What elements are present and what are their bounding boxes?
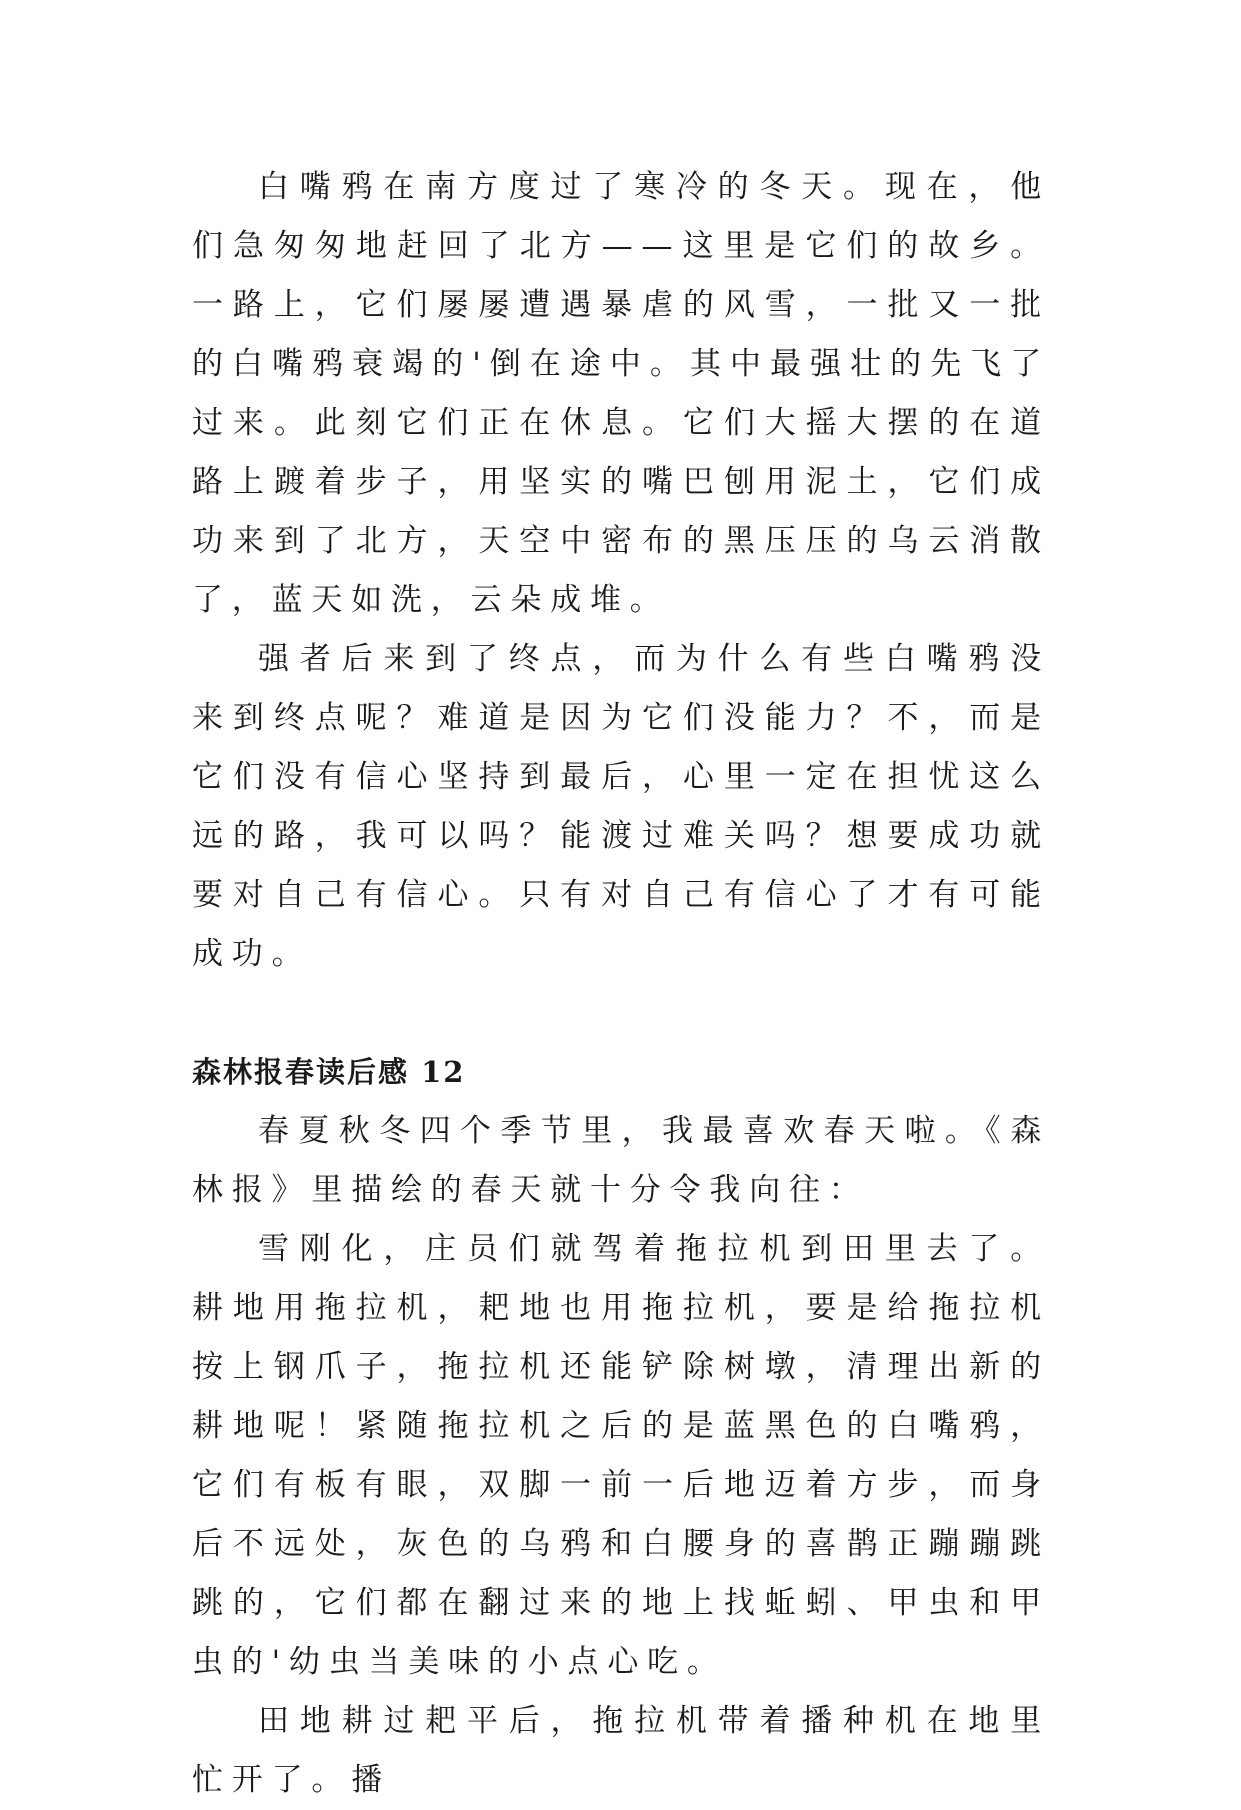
paragraph-tractors-in-field: 雪刚化，庄员们就驾着拖拉机到田里去了。耕地用拖拉机，耙地也用拖拉机，要是给拖拉机按上钢爪子，拖拉机还能铲除树墩，清理出新的耕地呢！紧随拖拉机之后的是蓝黑色的白嘴鸦，它们有板有眼，双脚一前一后地迈着方步，而身后不远处，灰色的乌鸦和白腰身的喜鹊正蹦蹦跳跳的，它们都在翻过来的地上找蚯蚓、甲虫和甲虫的'幼虫当美味的小点心吃。 (192, 1231, 1050, 1680)
paragraph-favorite-spring: 春夏秋冬四个季节里，我最喜欢春天啦。《森林报》里描绘的春天就十分令我向往： (192, 1113, 1050, 1208)
section-heading: 森林报春读后感 12 (192, 1055, 466, 1089)
paragraph-white-crows-return: 白嘴鸦在南方度过了寒冷的冬天。现在，他们急匆匆地赶回了北方——这里是它们的故乡。一路上，它们屡屡遭遇暴虐的风雪，一批又一批的白嘴鸦衰竭的'倒在途中。其中最强壮的先飞了过来。此刻它们正在休息。它们大摇大摆的在道路上踱着步子，用坚实的嘴巴刨用泥土，它们成功来到了北方，天空中密布的黑压压的乌云消散了，蓝天如洗，云朵成堆。 (192, 169, 1050, 618)
document-page (192, 158, 1050, 1810)
paragraph-confidence: 强者后来到了终点，而为什么有些白嘴鸦没来到终点呢？难道是因为它们没能力？不，而是它们没有信心坚持到最后，心里一定在担忧这么远的路，我可以吗？能渡过难关吗？想要成功就要对自己有信心。只有对自己有信心了才有可能成功。 (192, 641, 1050, 972)
paragraph-sowing: 田地耕过耙平后，拖拉机带着播种机在地里忙开了。播 (192, 1703, 1050, 1798)
